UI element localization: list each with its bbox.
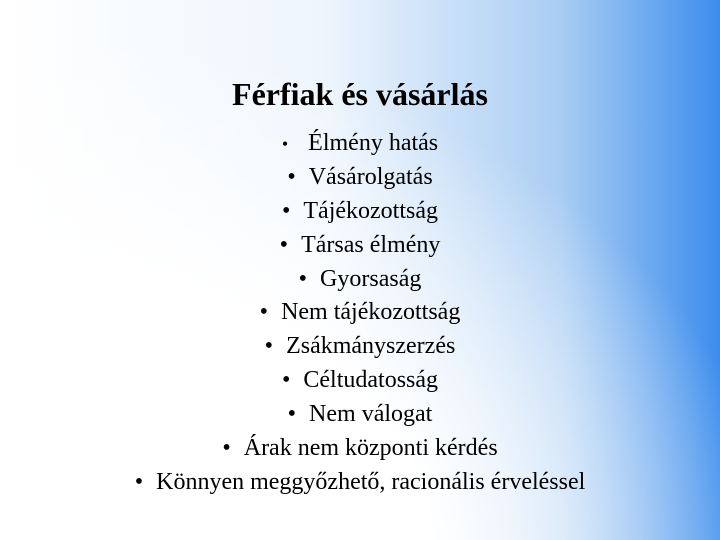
bullet-item xyxy=(0,465,720,499)
bullet-item xyxy=(0,262,720,296)
bullet-text: Vásárolgatás xyxy=(308,163,433,190)
bullet-item xyxy=(0,397,720,431)
bullet-dot: • xyxy=(279,231,289,258)
bullet-text: Könnyen meggyőzhető, racionális érveléssel xyxy=(156,468,586,495)
bullet-item xyxy=(0,431,720,465)
bullet-dot: • xyxy=(287,163,296,190)
bullet-text: Árak nem központi kérdés xyxy=(243,435,498,462)
bullet-text: Gyorsaság xyxy=(320,265,422,292)
bullet-dot: • xyxy=(281,134,289,154)
bullet-list xyxy=(0,126,720,499)
bullet-item xyxy=(0,363,720,397)
bullet-dot: • xyxy=(281,197,291,224)
bullet-dot: • xyxy=(298,265,308,292)
bullet-text: Társas élmény xyxy=(301,231,441,258)
bullet-text: Nem válogat xyxy=(309,401,433,428)
slide-title-text: Férfiak és vásárlás xyxy=(232,76,488,112)
bullet-text: Tájékozottság xyxy=(303,197,439,224)
bullet-item xyxy=(0,329,720,363)
bullet-text: Céltudatosság xyxy=(303,367,439,394)
bullet-item xyxy=(0,160,720,194)
bullet-text: Nem tájékozottság xyxy=(281,299,461,326)
bullet-item xyxy=(0,194,720,228)
bullet-dot: • xyxy=(134,468,144,495)
bullet-dot: • xyxy=(281,367,291,394)
bullet-text: Élmény hatás xyxy=(308,130,439,156)
slide-title xyxy=(0,74,720,114)
bullet-item xyxy=(0,295,720,329)
bullet-dot: • xyxy=(222,435,231,462)
bullet-dot: • xyxy=(264,333,274,360)
bullet-dot: • xyxy=(259,299,269,326)
bullet-item xyxy=(0,126,720,160)
bullet-dot: • xyxy=(287,401,297,428)
bullet-text: Zsákmányszerzés xyxy=(286,333,456,360)
bullet-item xyxy=(0,228,720,262)
